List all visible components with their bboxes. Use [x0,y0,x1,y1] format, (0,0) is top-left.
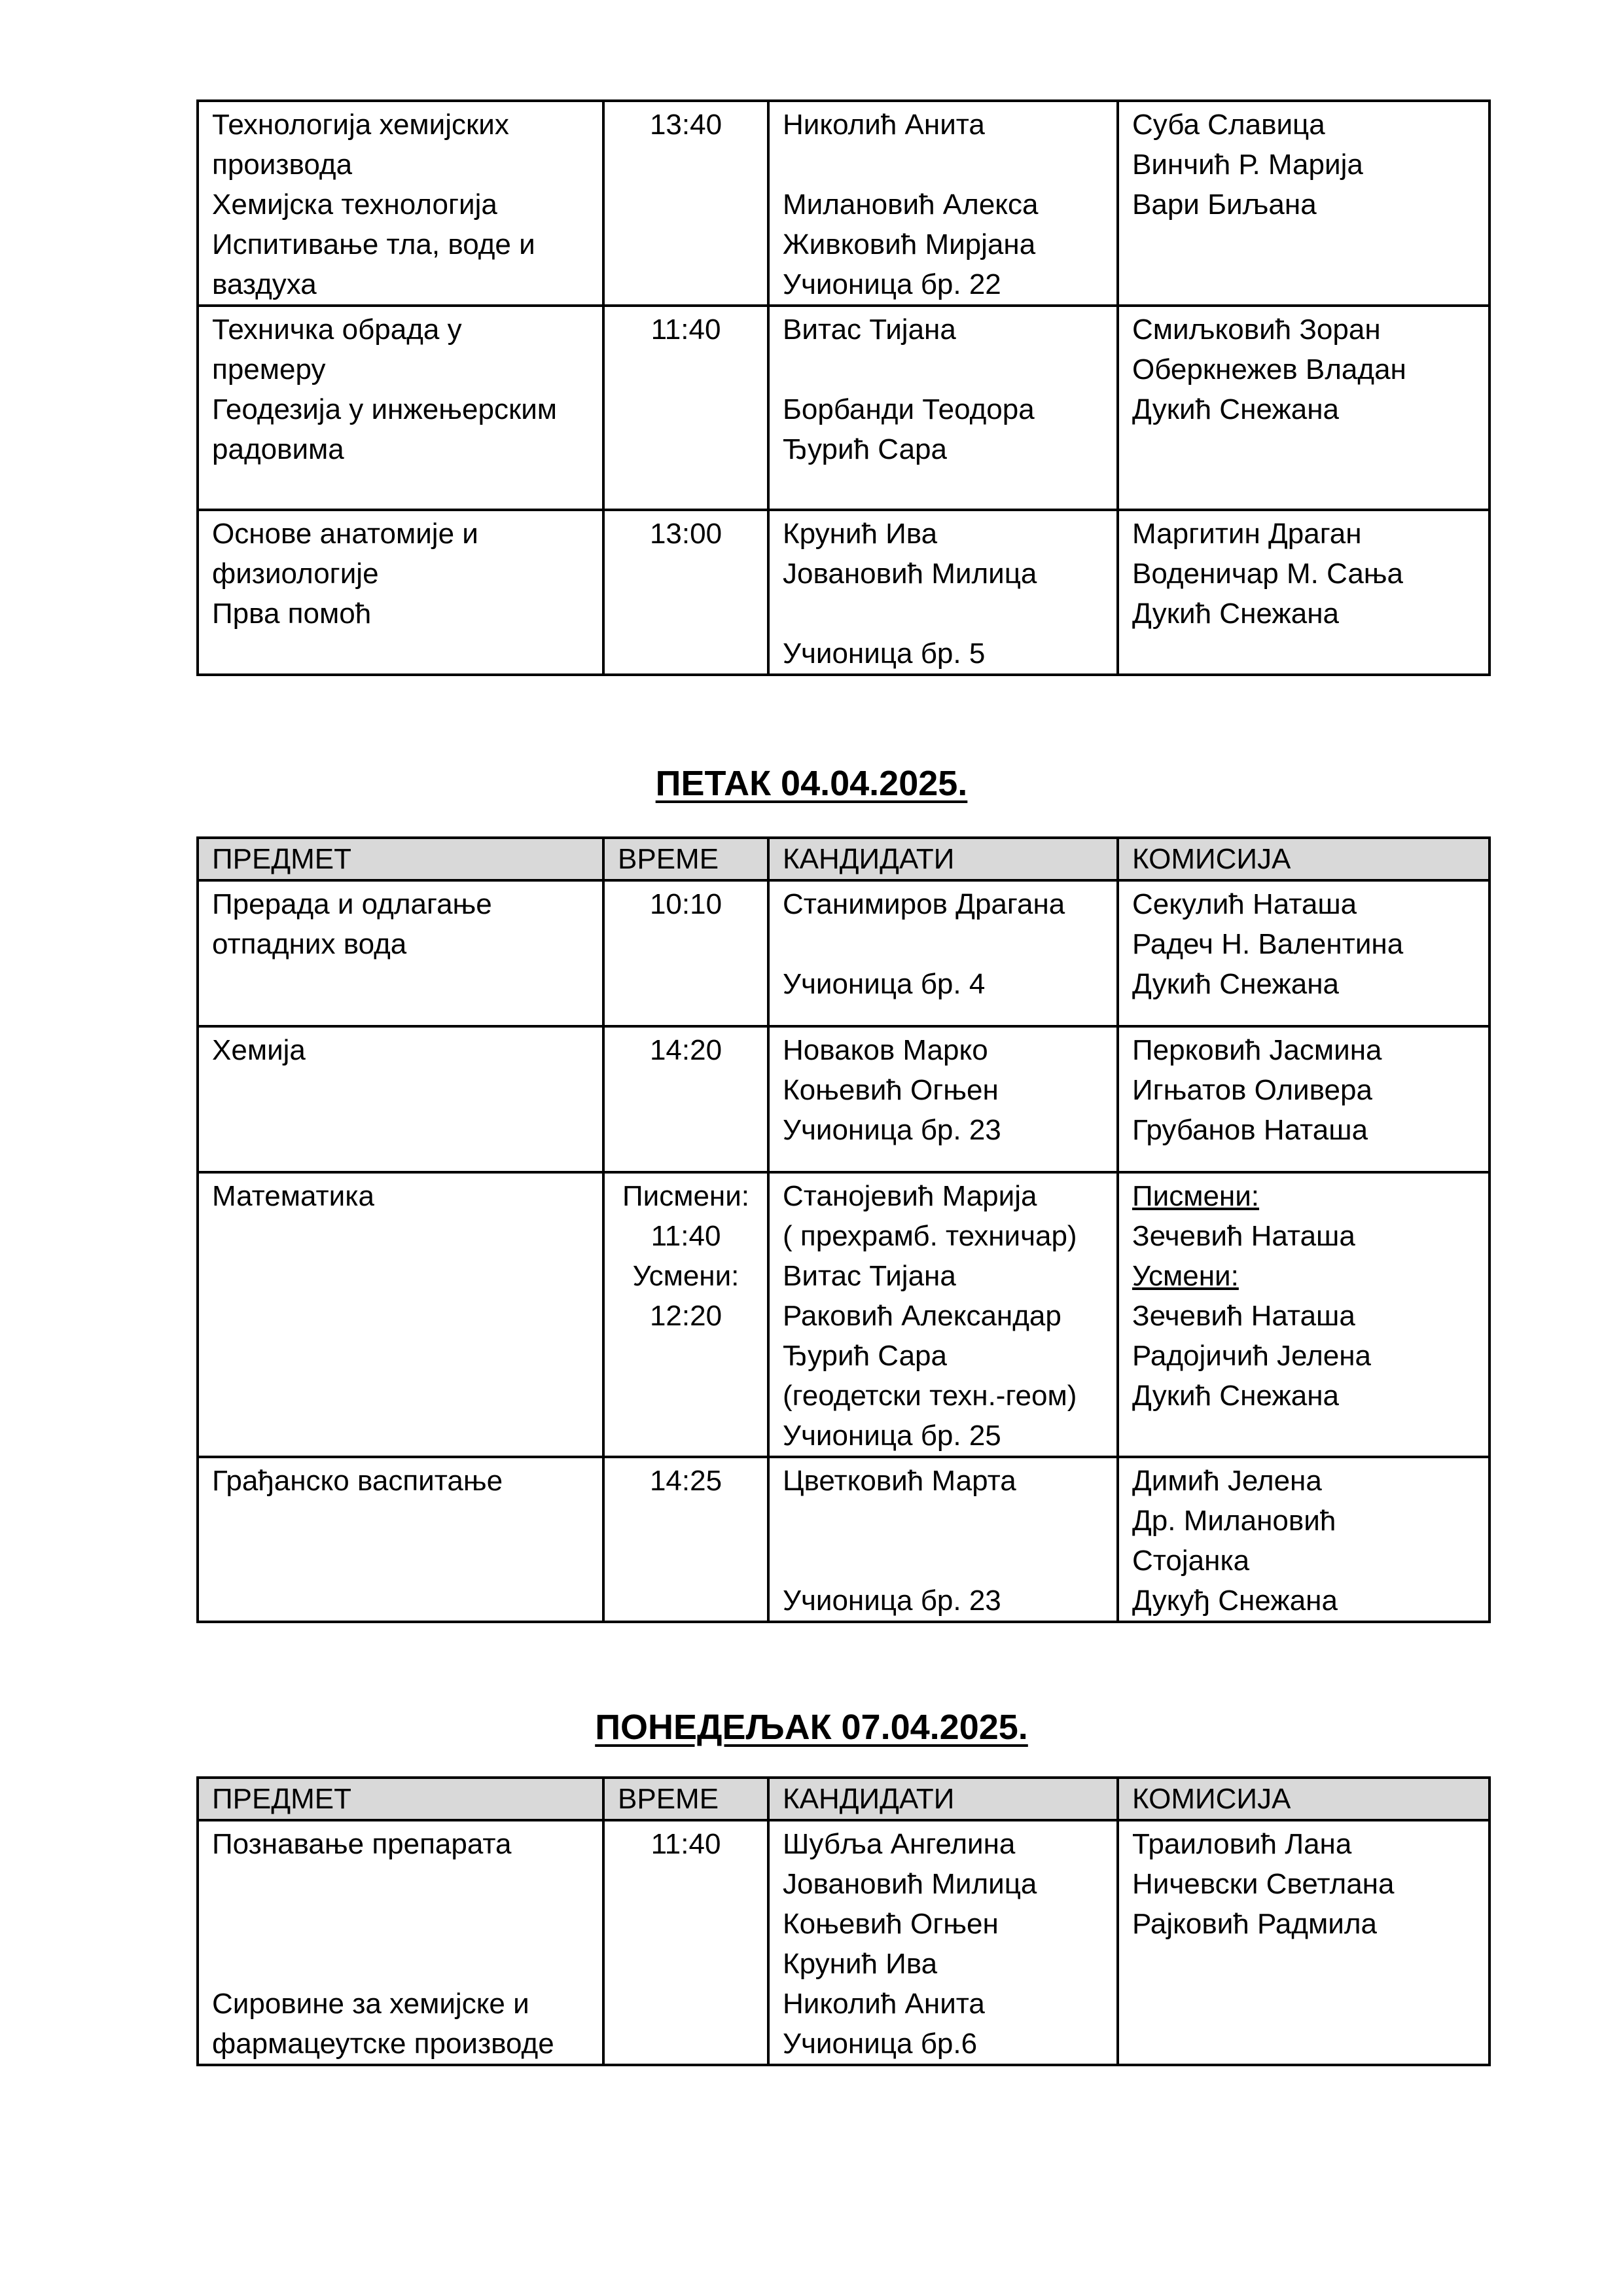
day-heading-monday: ПОНЕДЕЉАК 07.04.2025. [595,1708,1028,1747]
header-time: ВРЕМЕ [603,1778,768,1820]
subject-cell: Грађанско васпитање [198,1457,603,1622]
table-row [198,306,1489,510]
written-exam-label: Писмени: [1132,1180,1260,1212]
header-commission: КОМИСИЈА [1118,838,1489,880]
subject-cell: Техничка обрада у премеру Геодезија у инжењерским радовима [198,306,603,510]
header-subject: ПРЕДМЕТ [198,838,603,880]
time-cell: 13:00 [603,510,768,675]
commission-cell: Писмени: Зечевић Наташа Усмени: Зечевић Наташа Радојичић Јелена Дукић Снежана [1118,1172,1489,1457]
candidates-cell: Шубља Ангелина Јовановић Милица Коњевић Огњен Крунић Ива Николић Анита Учионица бр.6 [768,1820,1118,2065]
time-cell: Писмени: 11:40 Усмени: 12:20 [603,1172,768,1457]
schedule-table-monday [196,1776,1491,2066]
header-candidates: КАНДИДАТИ [768,838,1118,880]
commission-cell: Траиловић Лана Ничевски Светлана Рајковић Радмила [1118,1820,1489,2065]
candidates-cell: Цветковић Марта Учионица бр. 23 [768,1457,1118,1622]
classroom: Учионица бр. 4 [783,968,986,1000]
commission-cell: Смиљковић Зоран Оберкнежев Владан Дукић Снежана [1118,306,1489,510]
table-row [198,101,1489,306]
subject-cell: Прерада и одлагање отпадних вода [198,880,603,1026]
candidates-cell: Витас Тијана Борбанди Теодора Ђурић Сара [768,306,1118,510]
oral-exam-label: Усмени: [1132,1260,1239,1292]
commission-cell: Суба Славица Винчић Р. Марија Вари Биљана [1118,101,1489,306]
time-cell: 10:10 [603,880,768,1026]
classroom: Учионица бр. 23 [783,1585,1001,1617]
time-cell: 11:40 [603,306,768,510]
classroom: Учионица бр. 5 [783,637,986,670]
commission-cell: Маргитин Драган Воденичар М. Сања Дукић Снежана [1118,510,1489,675]
candidates-cell: Станимиров Драгана Учионица бр. 4 [768,880,1118,1026]
day-heading-friday: ПЕТАК 04.04.2025. [655,764,968,803]
commission-cell: Секулић Наташа Радеч Н. Валентина Дукић Снежана [1118,880,1489,1026]
table-row [198,510,1489,675]
candidates-cell: Крунић Ива Јовановић Милица Учионица бр. 5 [768,510,1118,675]
time-cell: 11:40 [603,1820,768,2065]
table-header-row [198,1778,1489,1820]
table-row [198,1172,1489,1457]
header-subject: ПРЕДМЕТ [198,1778,603,1820]
subject-cell: Математика [198,1172,603,1457]
table-row [198,880,1489,1026]
classroom: Учионица бр. 23 [783,1114,1001,1146]
table-header-row [198,838,1489,880]
classroom: Учионица бр. 22 [783,268,1001,300]
subject-cell: Познавање препарата Сировине за хемијске и фармацеутске производе [198,1820,603,2065]
subject-cell: Основе анатомије и физиологије Прва помоћ [198,510,603,675]
schedule-table-continued [196,99,1491,676]
commission-cell: Димић Јелена Др. Милановић Стојанка Дукуђ Снежана [1118,1457,1489,1622]
subject-cell: Технологија хемијских производа Хемијска технологија Испитивање тла, воде и ваздуха [198,101,603,306]
header-commission: КОМИСИЈА [1118,1778,1489,1820]
time-cell: 14:25 [603,1457,768,1622]
table-row [198,1457,1489,1622]
commission-cell: Перковић Јасмина Игњатов Оливера Грубанов Наташа [1118,1026,1489,1172]
time-cell: 13:40 [603,101,768,306]
candidates-cell: Станојевић Марија ( прехрамб. техничар) Витас Тијана Раковић Александар Ђурић Сара (геодетски техн.-геом) Учионица бр. 25 [768,1172,1118,1457]
candidates-cell: Новаков Марко Коњевић Огњен Учионица бр. 23 [768,1026,1118,1172]
header-candidates: КАНДИДАТИ [768,1778,1118,1820]
time-cell: 14:20 [603,1026,768,1172]
candidates-cell: Николић Анита Милановић Алекса Живковић Мирјана Учионица бр. 22 [768,101,1118,306]
classroom: Учионица бр. 25 [783,1420,1001,1452]
header-time: ВРЕМЕ [603,838,768,880]
table-row [198,1820,1489,2065]
table-row [198,1026,1489,1172]
classroom: Учионица бр.6 [783,2028,978,2060]
subject-cell: Хемија [198,1026,603,1172]
schedule-table-friday [196,836,1491,1623]
